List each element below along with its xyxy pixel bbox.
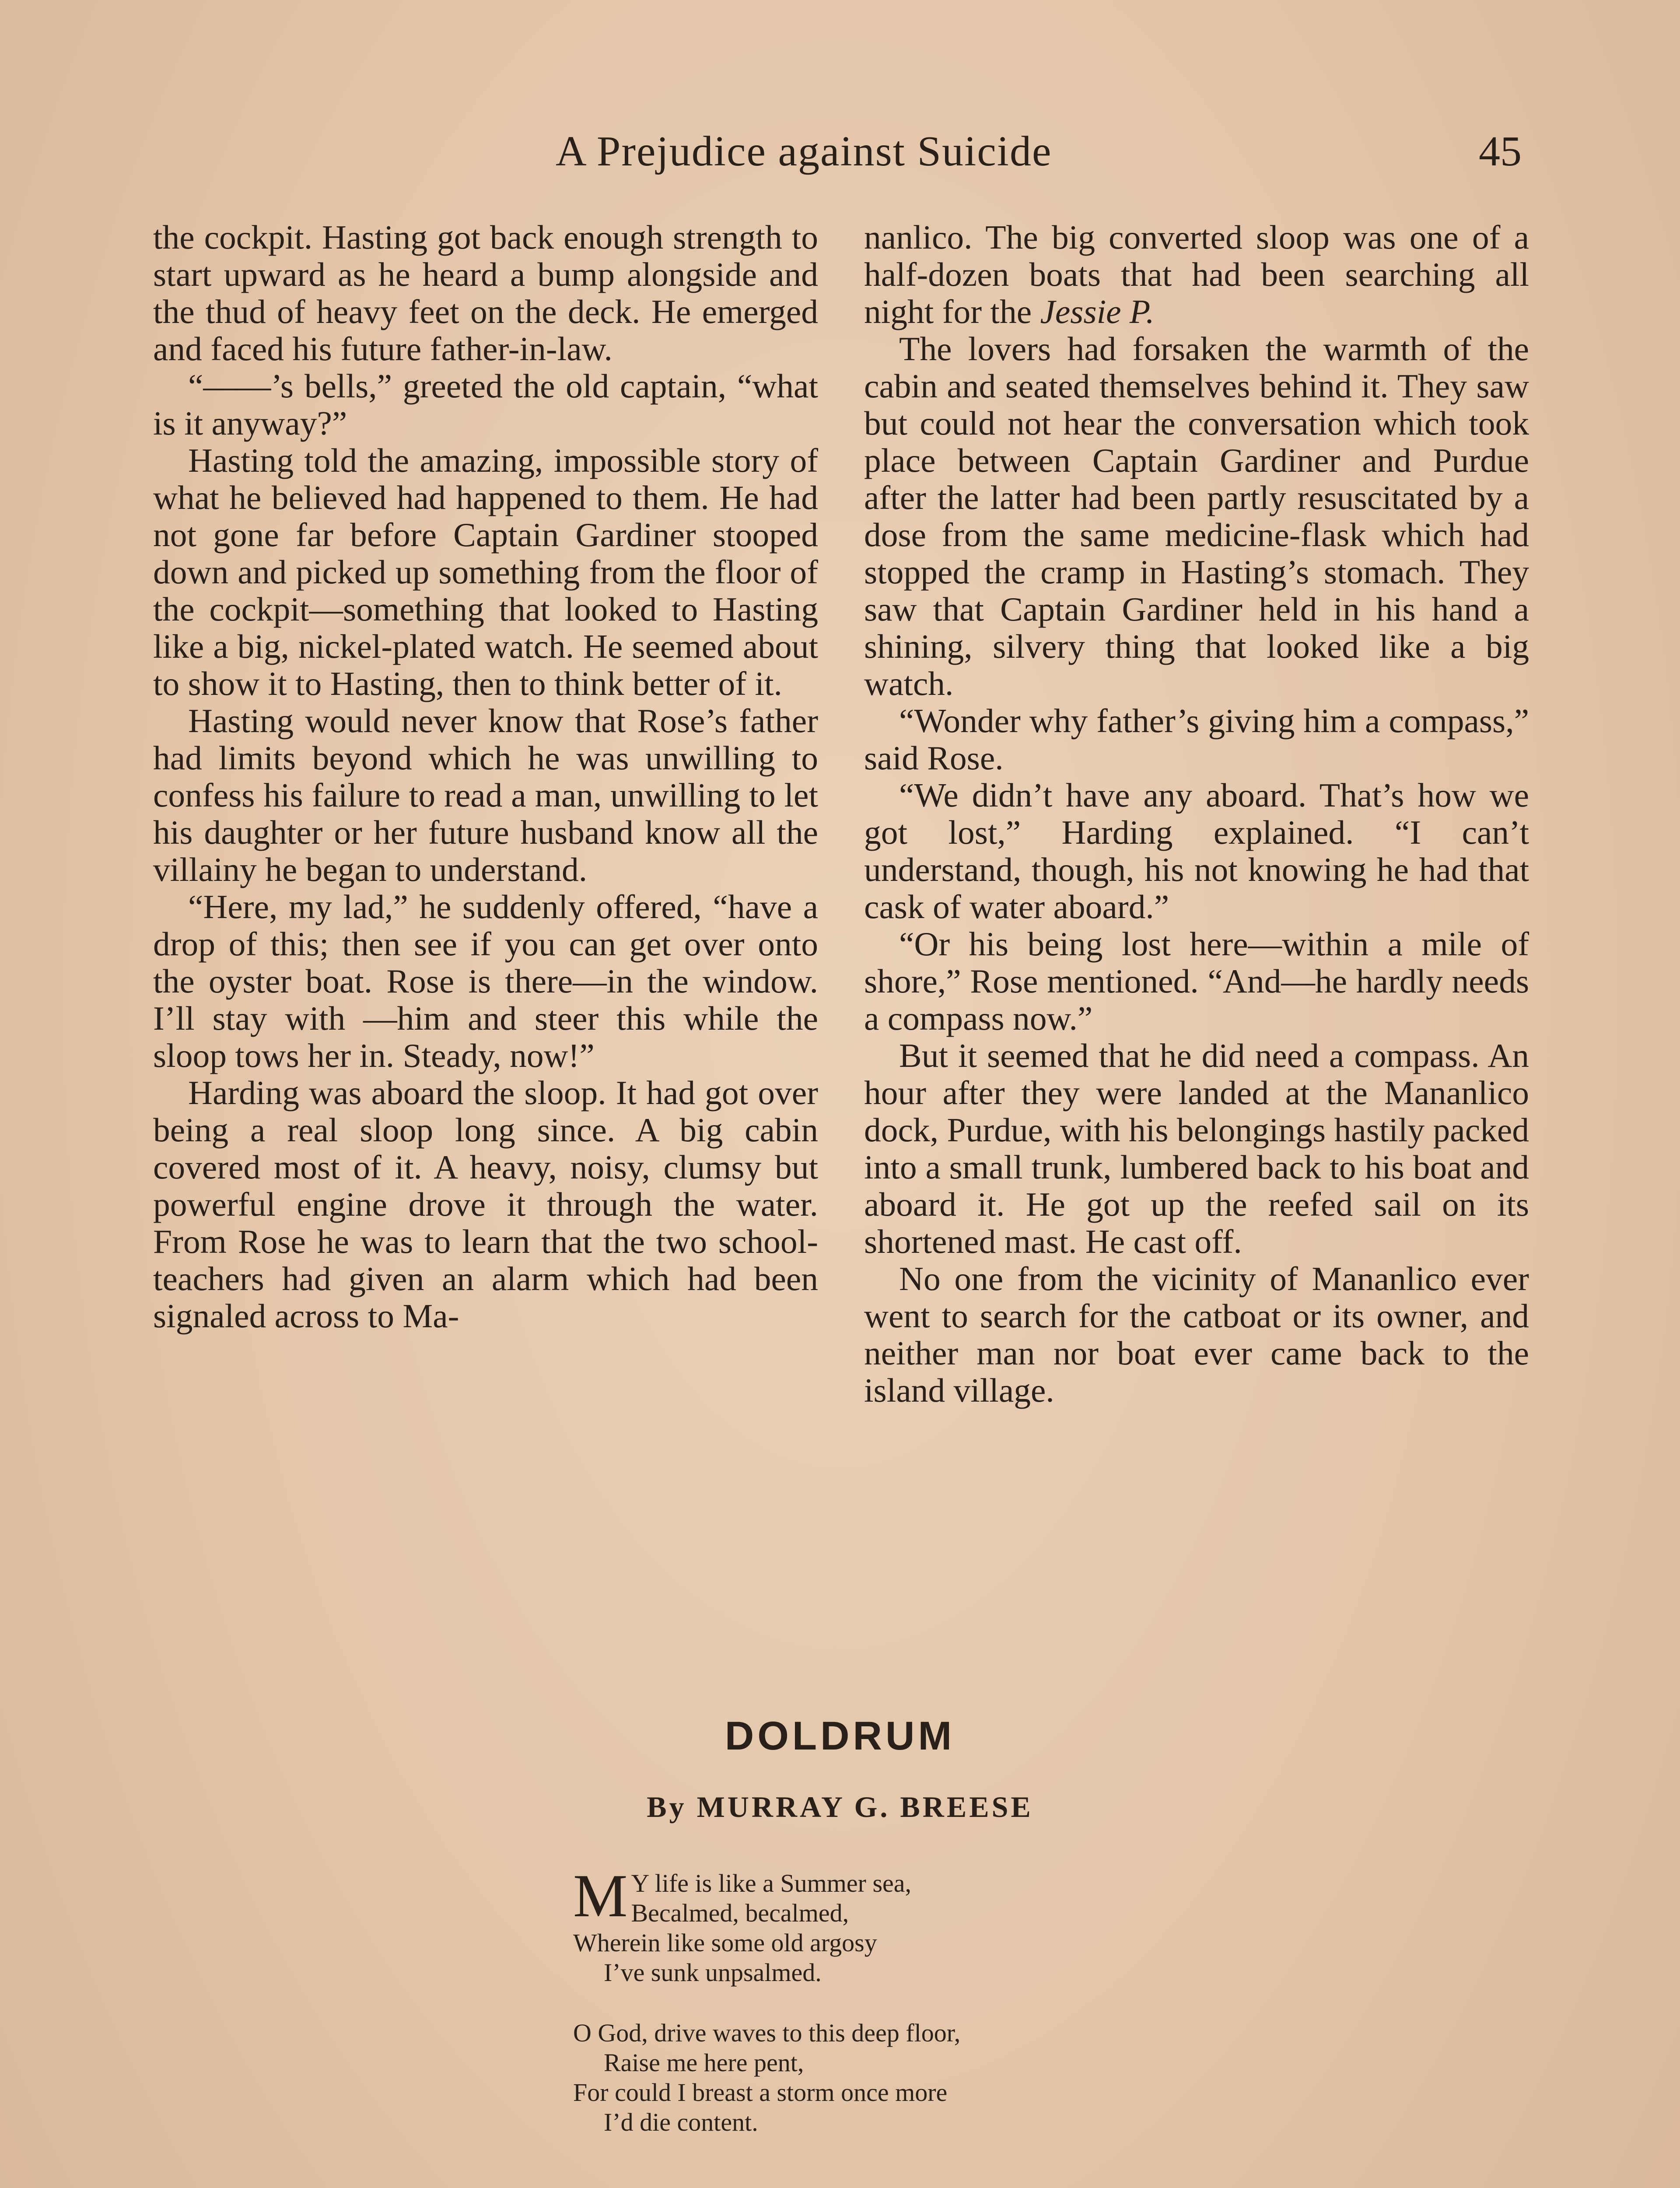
paragraph: No one from the vicinity of Mananlico ever went to search for the catboat or its owner, and neither man nor boat ever came back to the island village. [864, 1260, 1529, 1409]
stanza-2 [573, 2018, 1142, 2137]
poem-line: Wherein like some old argosy [573, 1929, 877, 1957]
paragraph [864, 219, 1529, 330]
page-number: 45 [1479, 128, 1522, 175]
paragraph: “Here, my lad,” he suddenly offered, “have a drop of this; then see if you can get over onto the oyster boat. Rose is there—in the window. I’ll stay with —him and steer this while the sloop tows her in. Steady, now!” [153, 888, 818, 1074]
paragraph: “——’s bells,” greeted the old captain, “what is it anyway?” [153, 367, 818, 442]
paragraph: Hasting would never know that Rose’s father had limits beyond which he was unwilling to confess his failure to read a man, unwilling to let his daughter or her future husband know all the villainy he began to understand. [153, 702, 818, 888]
poem-line: Becalmed, becalmed, [631, 1899, 849, 1927]
poem-line: I’d die content. [604, 2108, 758, 2136]
left-column [153, 219, 818, 1335]
paragraph: “We didn’t have any aboard. That’s how we got lost,” Harding explained. “I can’t understand, though, his not knowing he had that cask of water aboard.” [864, 776, 1529, 926]
paragraph: “Or his being lost here—within a mile of shore,” Rose mentioned. “And—he hardly needs a compass now.” [864, 925, 1529, 1037]
stanza-1 [573, 1862, 1142, 1988]
paragraph: Hasting told the amazing, impossible story of what he believed had happened to them. He had not gone far before Captain Gardiner stooped down and picked up something from the floor of the cockpit—something that looked to Hasting like a big, nickel-plated watch. He seemed about to show it to Hasting, then to think better of it. [153, 442, 818, 702]
drop-cap: M [573, 1862, 628, 1930]
paragraph: “Wonder why father’s giving him a compass,” said Rose. [864, 702, 1529, 777]
paragraph: Harding was aboard the sloop. It had got over being a real sloop long since. A big cabin covered most of it. A heavy, noisy, clumsy but powerful engine drove it through the water. From Rose he was to learn that the two school-teachers had given an alarm which had been signaled across to Ma- [153, 1074, 818, 1335]
paragraph-text: nanlico. The big converted sloop was one of a half-dozen boats that had been searching all night for the [864, 218, 1529, 330]
poem-line: O God, drive waves to this deep floor, [573, 2019, 961, 2047]
poem-line: For could I breast a storm once more [573, 2078, 948, 2107]
poem-title: DOLDRUM [724, 1714, 956, 1758]
boat-name: Jessie P. [1040, 293, 1155, 330]
page-header [0, 127, 1680, 193]
poem-line-text: Y life is like a Summer sea, [631, 1869, 912, 1897]
running-title: A Prejudice against Suicide [556, 128, 1052, 175]
poem-byline: By MURRAY G. BREESE [647, 1790, 1033, 1823]
paragraph: But it seemed that he did need a compass. An hour after they were landed at the Mananlico dock, Purdue, with his belongings hastily packed into a small trunk, lumbered back to his boat and aboard it. He got up the reefed sail on its shortened mast. He cast off. [864, 1037, 1529, 1260]
poem-line: I’ve sunk unpsalmed. [604, 1958, 822, 1987]
poem [573, 1862, 1142, 2168]
paragraph: The lovers had forsaken the warmth of the cabin and seated themselves behind it. They saw but could not hear the conversation which took place between Captain Gardiner and Purdue after the latter had been partly resuscitated by a dose from the same medicine-flask which had stopped the cramp in Hasting’s stomach. They saw that Captain Gardiner held in his hand a shining, silvery thing that looked like a big watch. [864, 330, 1529, 702]
right-column [864, 219, 1529, 1409]
poem-line: Raise me here pent, [604, 2048, 804, 2077]
paragraph: the cockpit. Hasting got back enough strength to start upward as he heard a bump alongside and the thud of heavy feet on the deck. He emerged and faced his future father-in-law. [153, 218, 818, 368]
